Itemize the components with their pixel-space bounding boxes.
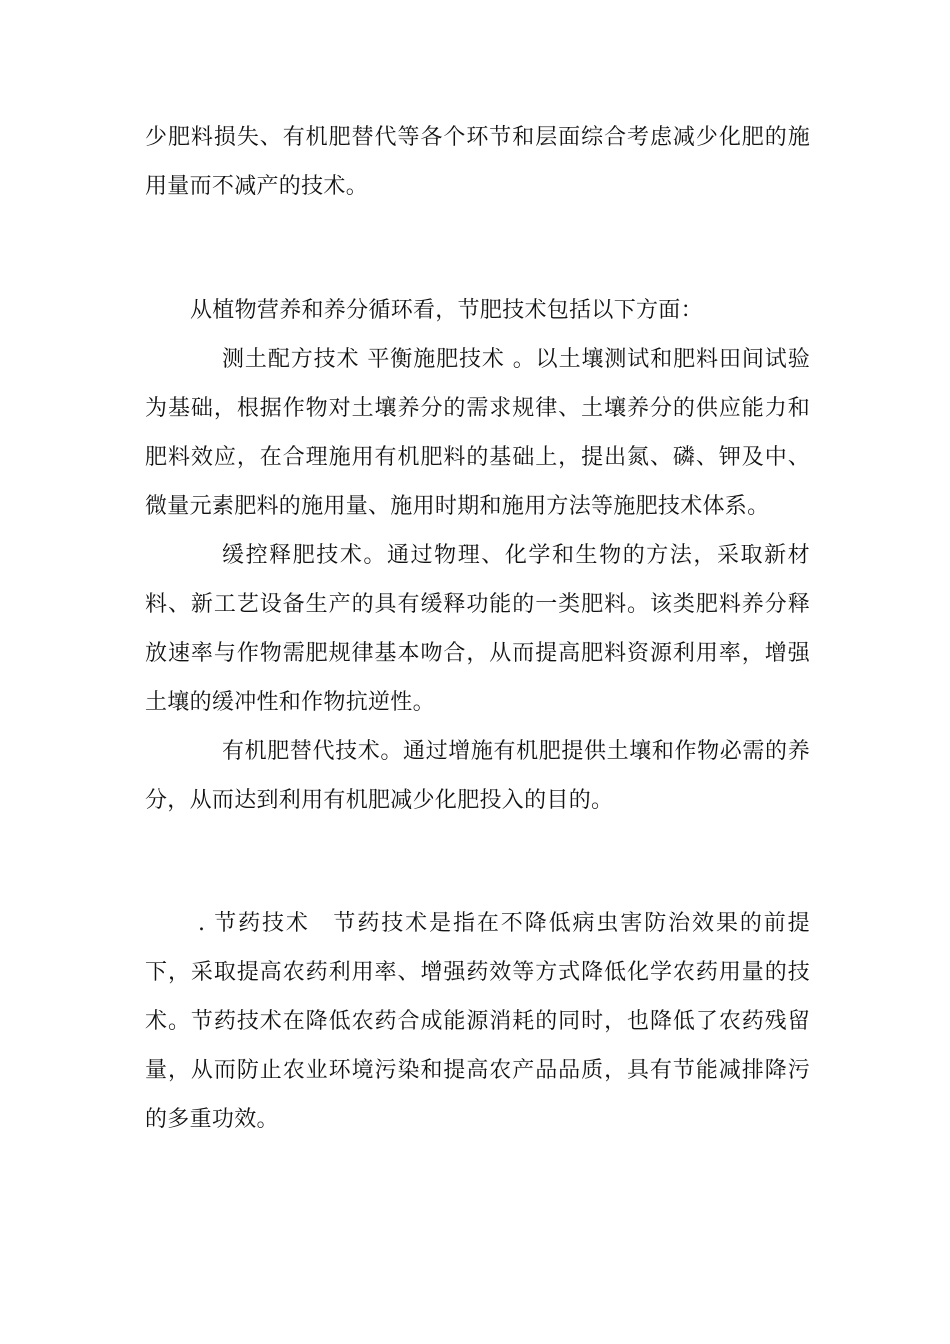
section-heading: . 节药技术 <box>198 911 310 936</box>
paragraph-fertilizer-reduction-intro: 少肥料损失、有机肥替代等各个环节和层面综合考虑减少化肥的施用量而不减产的技术。 <box>145 125 810 199</box>
paragraph-controlled-release: 缓控释肥技术。通过物理、化学和生物的方法，采取新材料、新工艺设备生产的具有缓释功能的一类肥料。该类肥料养分释放速率与作物需肥规律基本吻合，从而提高肥料资源利用率，增强土壤的缓冲性和作物抗逆性。 <box>145 543 810 715</box>
paragraph-organic-substitution: 有机肥替代技术。通过增施有机肥提供土壤和作物必需的养分，从而达到利用有机肥减少化肥投入的目的。 <box>145 739 810 813</box>
paragraph-fertilizer-techniques-lead: 从植物营养和养分循环看，节肥技术包括以下方面： <box>190 298 703 323</box>
section-body: 节药技术是指在不降低病虫害防治效果的前提下，采取提高农药利用率、增强药效等方式降低化学农药用量的技术。节药技术在降低农药合成能源消耗的同时，也降低了农药残留量，从而防止农业环境污染和提高农产品品质，具有节能减排降污的多重功效。 <box>145 911 810 1132</box>
section-pesticide-saving <box>145 899 810 1144</box>
paragraph-soil-testing-formula: 测土配方技术 平衡施肥技术 。以土壤测试和肥料田间试验为基础，根据作物对土壤养分的需求规律、土壤养分的供应能力和肥料效应，在合理施用有机肥料的基础上，提出氮、磷、钾及中、微量元素肥料的施用量、施用时期和施用方法等施肥技术体系。 <box>145 347 810 519</box>
